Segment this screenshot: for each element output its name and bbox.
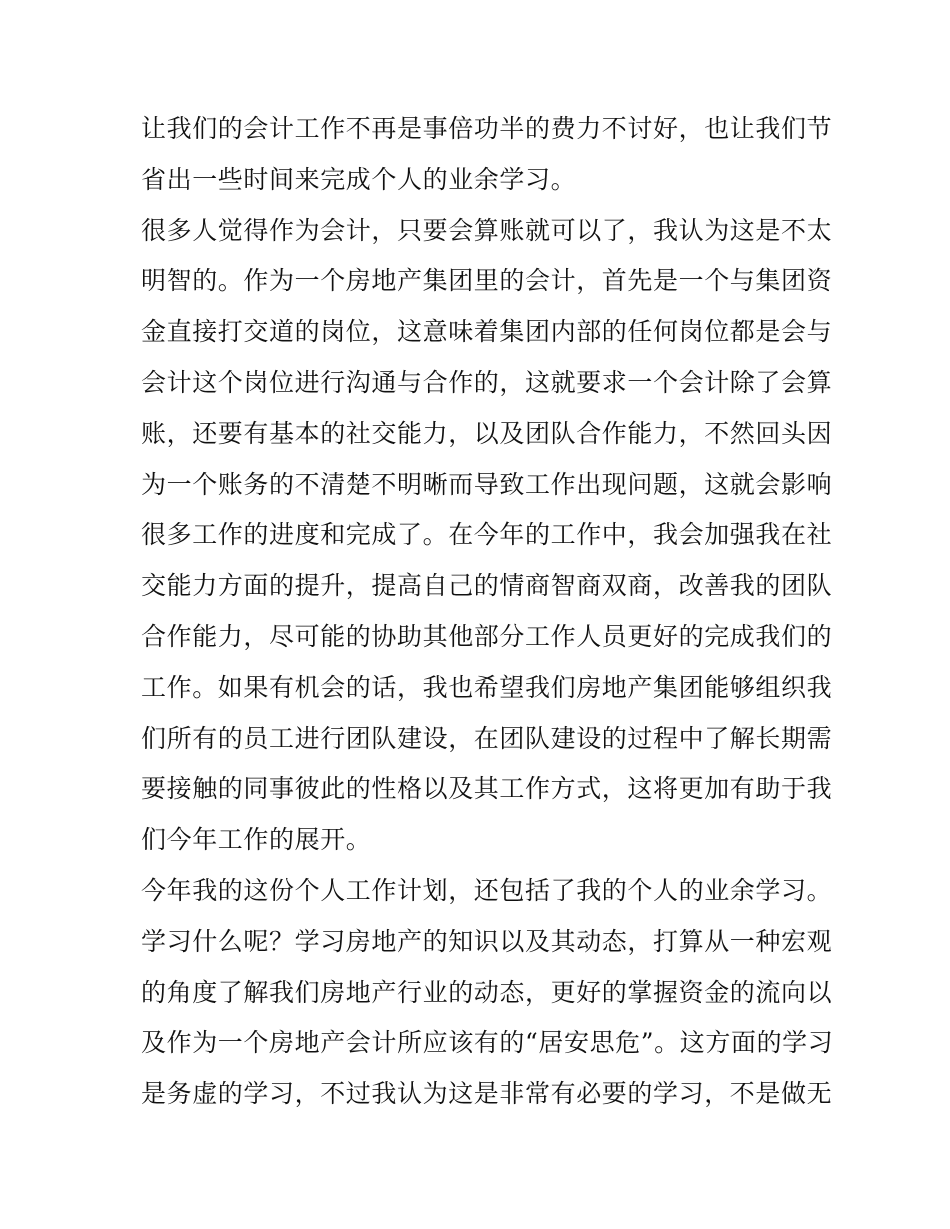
- text-line: 合作能力，尽可能的协助其他部分工作人员更好的完成我们的: [141, 621, 833, 651]
- text-line: 及作为一个房地产会计所应该有的“居安思危”。这方面的学习: [141, 1028, 834, 1058]
- text-line: 是务虚的学习，不过我认为这是非常有必要的学习，不是做无: [141, 1079, 833, 1109]
- text-line: 的角度了解我们房地产行业的动态，更好的掌握资金的流向以: [141, 977, 833, 1007]
- body-text: [141, 108, 834, 1124]
- text-line: 为一个账务的不清楚不明晰而导致工作出现问题，这就会影响: [141, 469, 833, 499]
- text-line: 们今年工作的展开。: [141, 825, 372, 855]
- text-line: 省出一些时间来完成个人的业余学习。: [141, 164, 577, 194]
- text-line: 们所有的员工进行团队建设，在团队建设的过程中了解长期需: [141, 723, 833, 753]
- text-line: 工作。如果有机会的话，我也希望我们房地产集团能够组织我: [141, 672, 833, 702]
- text-line: 交能力方面的提升，提高自己的情商智商双商，改善我的团队: [141, 571, 833, 601]
- text-line: 很多人觉得作为会计，只要会算账就可以了，我认为这是不太: [141, 215, 833, 245]
- text-line: 学习什么呢？学习房地产的知识以及其动态，打算从一种宏观: [141, 926, 833, 956]
- text-line: 明智的。作为一个房地产集团里的会计，首先是一个与集团资: [141, 266, 833, 296]
- text-line: 让我们的会计工作不再是事倍功半的费力不讨好，也让我们节: [141, 114, 833, 143]
- text-line: 今年我的这份个人工作计划，还包括了我的个人的业余学习。: [141, 875, 833, 905]
- text-line: 很多工作的进度和完成了。在今年的工作中，我会加强我在社: [141, 520, 833, 550]
- text-line: 金直接打交道的岗位，这意味着集团内部的任何岗位都是会与: [141, 317, 833, 347]
- text-line: 账，还要有基本的社交能力，以及团队合作能力，不然回头因: [141, 418, 833, 448]
- text-line: 要接触的同事彼此的性格以及其工作方式，这将更加有助于我: [141, 774, 833, 804]
- text-line: 会计这个岗位进行沟通与合作的，这就要求一个会计除了会算: [141, 367, 833, 397]
